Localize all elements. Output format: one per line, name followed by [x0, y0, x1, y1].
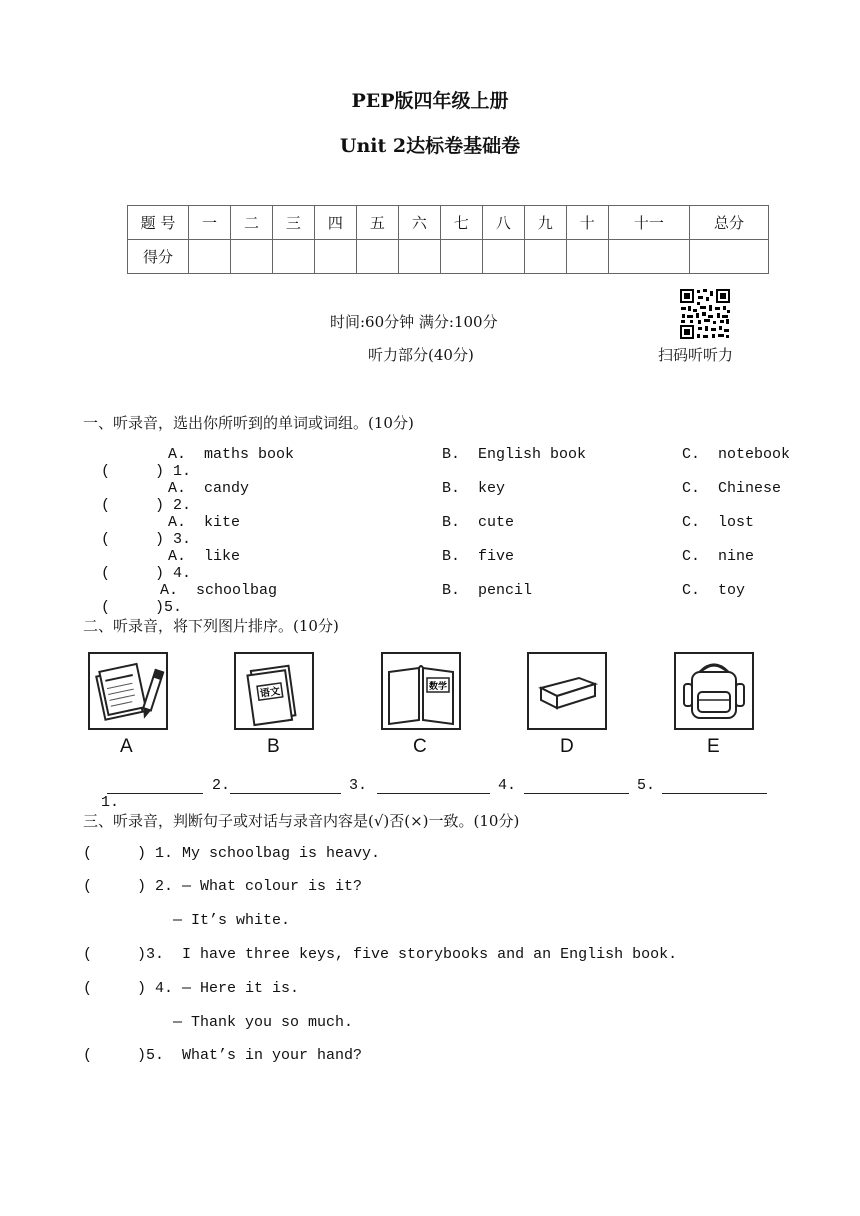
option-a: A. kite [168, 514, 241, 531]
item-number: 3. [173, 531, 192, 548]
option-c: C. toy [682, 582, 746, 599]
score-input-cell[interactable] [482, 240, 524, 274]
score-input-cell[interactable] [566, 240, 608, 274]
section-2-heading: 二、听录音，将下列图片排序。(10分) [83, 617, 339, 635]
score-table-header-row [128, 206, 769, 240]
option-b: B. English book [442, 446, 587, 463]
answer-number: 3. [349, 777, 368, 794]
section-3-line: ( ) 2. — What colour is it? [83, 878, 363, 895]
table-cell: 总分 [690, 206, 769, 240]
table-cell: 十一 [608, 206, 689, 240]
answer-blank-1[interactable] [107, 777, 203, 794]
picture-label-e: E [707, 736, 720, 757]
book-label: 数学 [428, 682, 448, 692]
option-b: B. pencil [442, 582, 533, 599]
answer-number: 1. [101, 794, 120, 811]
score-table-score-row [128, 240, 769, 274]
qr-code-icon[interactable] [679, 288, 731, 340]
picture-label-c: C [413, 736, 427, 757]
answer-blank-4[interactable] [524, 777, 629, 794]
answer-blank-2[interactable] [230, 777, 341, 794]
score-input-cell[interactable] [314, 240, 356, 274]
picture-label-a: A [120, 736, 133, 757]
option-b: B. cute [442, 514, 515, 531]
option-b: B. key [442, 480, 506, 497]
answer-number: 2. [212, 777, 231, 794]
option-b: B. five [442, 548, 515, 565]
score-input-cell[interactable] [440, 240, 482, 274]
table-cell: 九 [524, 206, 566, 240]
answer-parens[interactable]: ( ) [101, 497, 165, 514]
item-number: 1. [173, 463, 192, 480]
table-cell: 八 [482, 206, 524, 240]
table-cell: 题 号 [128, 206, 189, 240]
maths-book-icon [383, 654, 459, 728]
option-a: A. candy [168, 480, 250, 497]
qr-caption: 扫码听听力 [658, 346, 734, 364]
picture-label-b: B [267, 736, 280, 757]
option-a: A. schoolbag [160, 582, 278, 599]
page-subtitle: Unit 2达标卷基础卷 [339, 135, 521, 157]
table-cell: 三 [272, 206, 314, 240]
answer-parens[interactable]: ( ) [101, 599, 165, 616]
score-input-cell[interactable] [690, 240, 769, 274]
picture-a [88, 652, 168, 730]
picture-c [381, 652, 461, 730]
answer-parens[interactable]: ( ) [101, 565, 165, 582]
table-cell: 二 [230, 206, 272, 240]
score-input-cell[interactable] [272, 240, 314, 274]
score-input-cell[interactable] [356, 240, 398, 274]
option-a: A. maths book [168, 446, 295, 463]
answer-parens[interactable]: ( ) [101, 531, 165, 548]
score-input-cell[interactable] [230, 240, 272, 274]
notebook-and-pen-icon [90, 654, 166, 728]
score-input-cell[interactable] [524, 240, 566, 274]
section-3-line: ( )3. I have three keys, five storybooks and an English book. [83, 946, 678, 963]
picture-e [674, 652, 754, 730]
item-number: 5. [164, 599, 183, 616]
section-3-line: ( ) 4. — Here it is. [83, 980, 300, 997]
answer-parens[interactable]: ( ) [101, 463, 165, 480]
item-number: 2. [173, 497, 192, 514]
answer-number: 5. [637, 777, 656, 794]
item-number: 4. [173, 565, 192, 582]
section-1-heading: 一、听录音，选出你所听到的单词或词组。(10分) [83, 414, 414, 432]
picture-label-d: D [560, 736, 574, 757]
answer-blank-3[interactable] [377, 777, 490, 794]
table-cell: 六 [398, 206, 440, 240]
section-3-line: — Thank you so much. [83, 1014, 354, 1031]
book-label: 语文 [259, 686, 281, 700]
table-cell: 十 [566, 206, 608, 240]
answer-number: 4. [498, 777, 517, 794]
section-3-line: ( )5. What’s in your hand? [83, 1047, 363, 1064]
score-input-cell[interactable] [189, 240, 231, 274]
picture-b [234, 652, 314, 730]
time-info: 时间:60分钟 满分:100分 [330, 313, 498, 331]
table-cell: 四 [314, 206, 356, 240]
score-input-cell[interactable] [608, 240, 689, 274]
table-cell: 得分 [128, 240, 189, 274]
option-a: A. like [168, 548, 241, 565]
score-input-cell[interactable] [398, 240, 440, 274]
option-c: C. notebook [682, 446, 791, 463]
score-table [127, 205, 769, 274]
table-cell: 五 [356, 206, 398, 240]
answer-blank-5[interactable] [662, 777, 767, 794]
table-cell: 七 [440, 206, 482, 240]
listening-info: 听力部分(40分) [368, 346, 474, 364]
picture-d [527, 652, 607, 730]
option-c: C. lost [682, 514, 755, 531]
section-3-line: ( ) 1. My schoolbag is heavy. [83, 845, 381, 862]
eraser-icon [529, 654, 605, 728]
option-c: C. nine [682, 548, 755, 565]
section-3-line: — It’s white. [83, 912, 291, 929]
section-3-heading: 三、听录音，判断句子或对话与录音内容是(√)否(×)一致。(10分) [83, 812, 520, 830]
option-c: C. Chinese [682, 480, 782, 497]
page-title: PEP版四年级上册 [351, 90, 509, 112]
chinese-book-icon [236, 654, 312, 728]
table-cell: 一 [189, 206, 231, 240]
schoolbag-icon [676, 654, 752, 728]
